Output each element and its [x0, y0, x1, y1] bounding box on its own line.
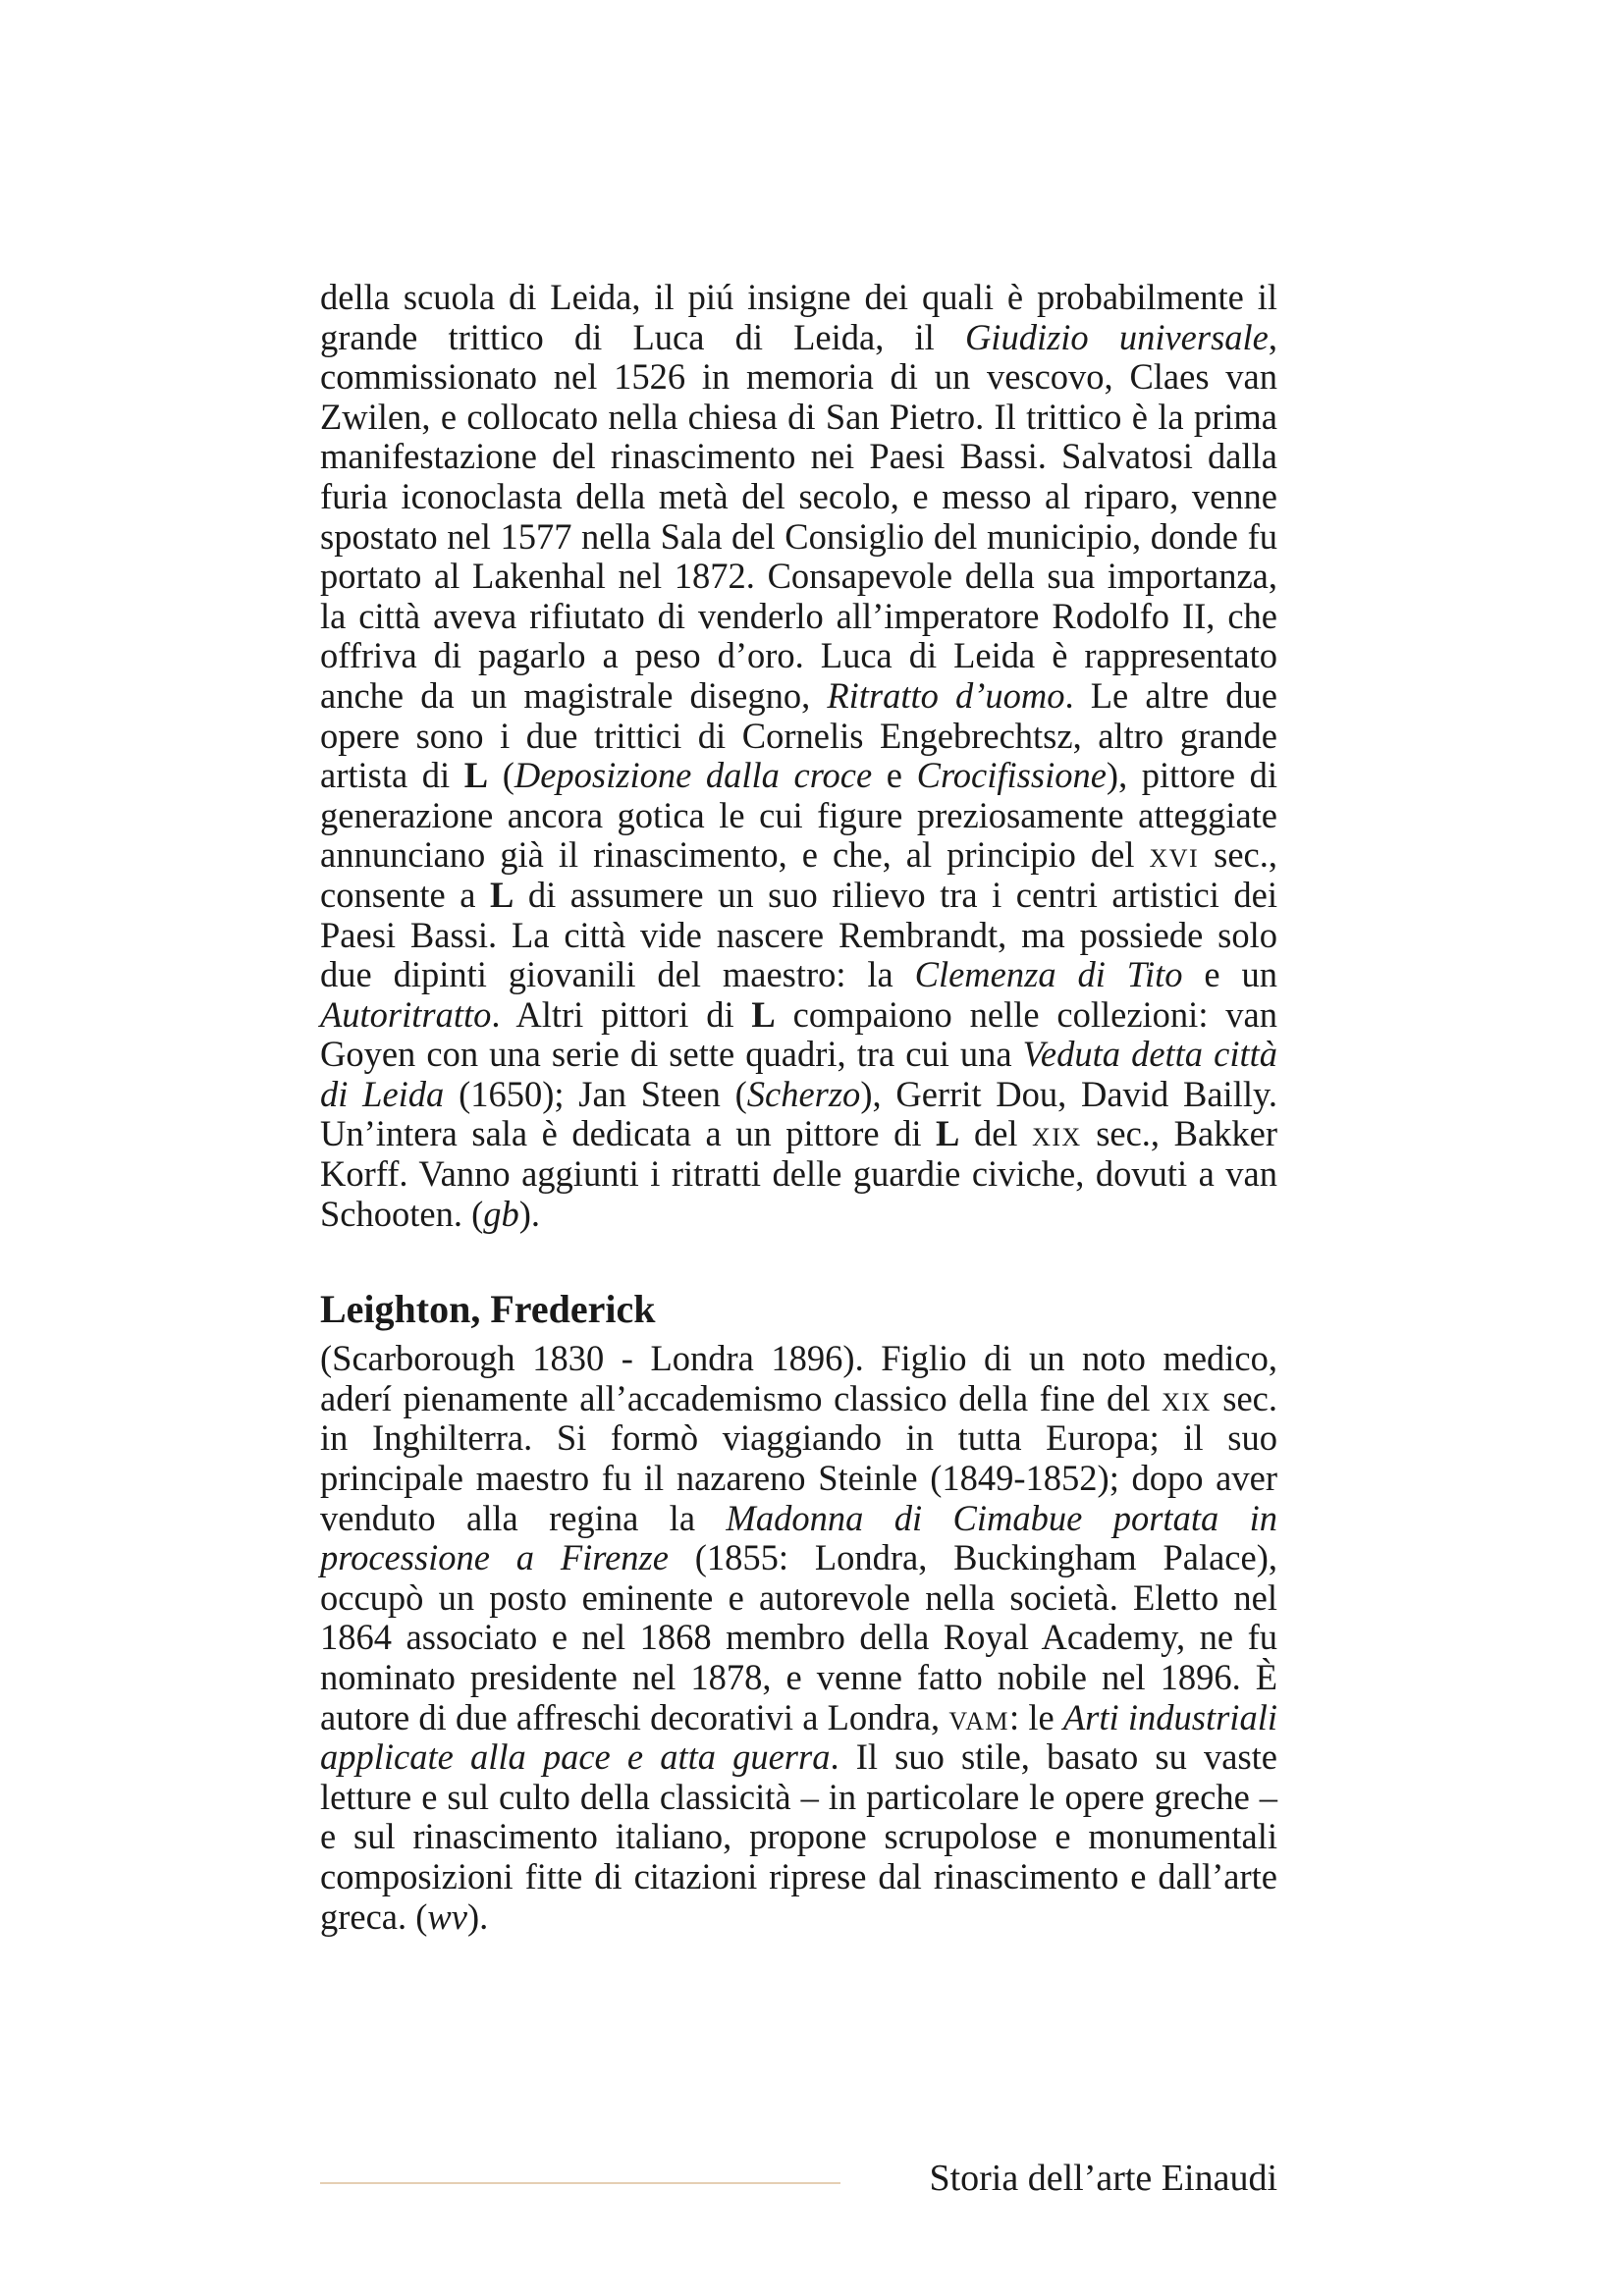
text-run: sec., consente a: [320, 834, 1278, 915]
bold-abbreviation-span: L: [936, 1113, 960, 1154]
text-run: , commissionato nel 1526 in memoria di un vescovo, Claes van Zwilen, e collocato nella chiesa di San Pietro. Il trittico è la prima manifestazione del rinascimento nei Paesi Bassi. Salvatosi dalla furia iconoclasta della metà del secolo, e messo al riparo, venne spostato nel 1577 nella Sala del Consiglio del municipio, donde fu portato al Lakenhal nel 1872. Consapevole della sua importanza, la città aveva rifiutato di venderlo all’imperatore Rodolfo II, che offriva di pagarlo a peso d’oro. Luca di Leida è rappresentato anche da un magistrale disegno,: [320, 316, 1277, 716]
small-caps-span: vam: [948, 1696, 1010, 1737]
italic-title-span: wv: [427, 1896, 467, 1937]
italic-title-span: Arti industriali applicate alla pace e atta guerra: [320, 1696, 1277, 1778]
italic-title-span: gb: [483, 1193, 519, 1234]
text-run: (Scarborough 1830 - Londra 1896). Figlio di un noto medico, aderí pienamente all’accademismo classico della fine del: [320, 1338, 1277, 1418]
footer-publication-title: Storia dell’arte Einaudi: [929, 2158, 1277, 2199]
text-run: sec., Bakker Korff. Vanno aggiunti i ritratti delle guardie civiche, dovuti a van Schooten. (: [320, 1113, 1277, 1234]
text-run: sec. in Inghilterra. Si formò viaggiando in tutta Europa; il suo principale maestro fu il nazareno Steinle (1849-1852); dopo aver venduto alla regina la: [320, 1377, 1278, 1538]
text-run: compaiono nelle collezioni: van Goyen con una serie di sette quadri, tra cui una: [320, 993, 1277, 1075]
small-caps-span: xvi: [1149, 834, 1200, 876]
text-run: di assumere un suo rilievo tra i centri artistici dei Paesi Bassi. La città vide nascere Rembrandt, ma possiede solo due dipinti giovanili del maestro: la: [320, 874, 1277, 995]
bold-abbreviation-span: L: [751, 993, 776, 1035]
text-run: (1650); Jan Steen (: [444, 1073, 747, 1114]
text-run: (1855: Londra, Buckingham Palace), occupò un posto eminente e autorevole nella società. Eletto nel 1864 associato e nel 1868 membro della Royal Academy, ne fu nominato presidente nel 1878, e venne fatto nobile nel 1896. È autore di due affreschi decorativi a Londra,: [320, 1537, 1277, 1737]
italic-title-span: Deposizione dalla croce: [514, 755, 873, 796]
text-run: ).: [518, 1193, 541, 1234]
text-run: . Altri pittori di: [491, 993, 752, 1035]
italic-title-span: Crocifissione: [916, 755, 1107, 796]
text-column: [320, 278, 1277, 1937]
italic-title-span: Veduta detta città di Leida: [320, 1034, 1277, 1114]
italic-title-span: Clemenza di Tito: [914, 954, 1183, 995]
text-run: (: [488, 755, 514, 796]
italic-title-span: Scherzo: [746, 1073, 861, 1114]
text-run: : le: [1009, 1696, 1063, 1737]
entry-leighton-paragraph: [320, 1339, 1277, 1937]
entry-continuation-paragraph: [320, 278, 1277, 1234]
italic-title-span: Autoritratto: [320, 993, 492, 1035]
bold-abbreviation-span: L: [489, 874, 514, 915]
small-caps-span: xix: [1162, 1377, 1212, 1418]
text-run: ).: [466, 1896, 489, 1937]
text-run: ), Gerrit Dou, David Bailly. Un’intera sala è dedicata a un pittore di: [320, 1073, 1277, 1154]
text-run: e: [872, 755, 917, 796]
footer-rule: [320, 2182, 840, 2184]
bold-abbreviation-span: L: [463, 755, 489, 796]
text-run: . Le altre due opere sono i due trittici di Cornelis Engebrechtsz, altro grande artista di: [320, 674, 1278, 796]
small-caps-span: xix: [1032, 1113, 1082, 1154]
text-run: . Il suo stile, basato su vaste letture e sul culto della classicità – in particolare le opere greche – e sul rinascimento italiano, propone scrupolose e monumentali composizioni fitte di citazioni riprese dal rinascimento e dall’arte greca. (: [320, 1736, 1277, 1937]
text-run: del: [959, 1113, 1033, 1154]
italic-title-span: Ritratto d’uomo: [827, 674, 1065, 716]
italic-title-span: Giudizio universale: [964, 316, 1269, 357]
text-run: e un: [1182, 954, 1277, 995]
text-run: ), pittore di generazione ancora gotica le cui figure preziosamente atteggiate annunciano già il rinascimento, e che, al principio del: [320, 755, 1278, 876]
text-run: della scuola di Leida, il piú insigne dei quali è probabilmente il grande trittico di Luca di Leida, il: [320, 277, 1277, 357]
italic-title-span: Madonna di Cimabue portata in processione a Firenze: [320, 1497, 1277, 1578]
entry-heading: Leighton, Frederick: [320, 1287, 656, 1332]
